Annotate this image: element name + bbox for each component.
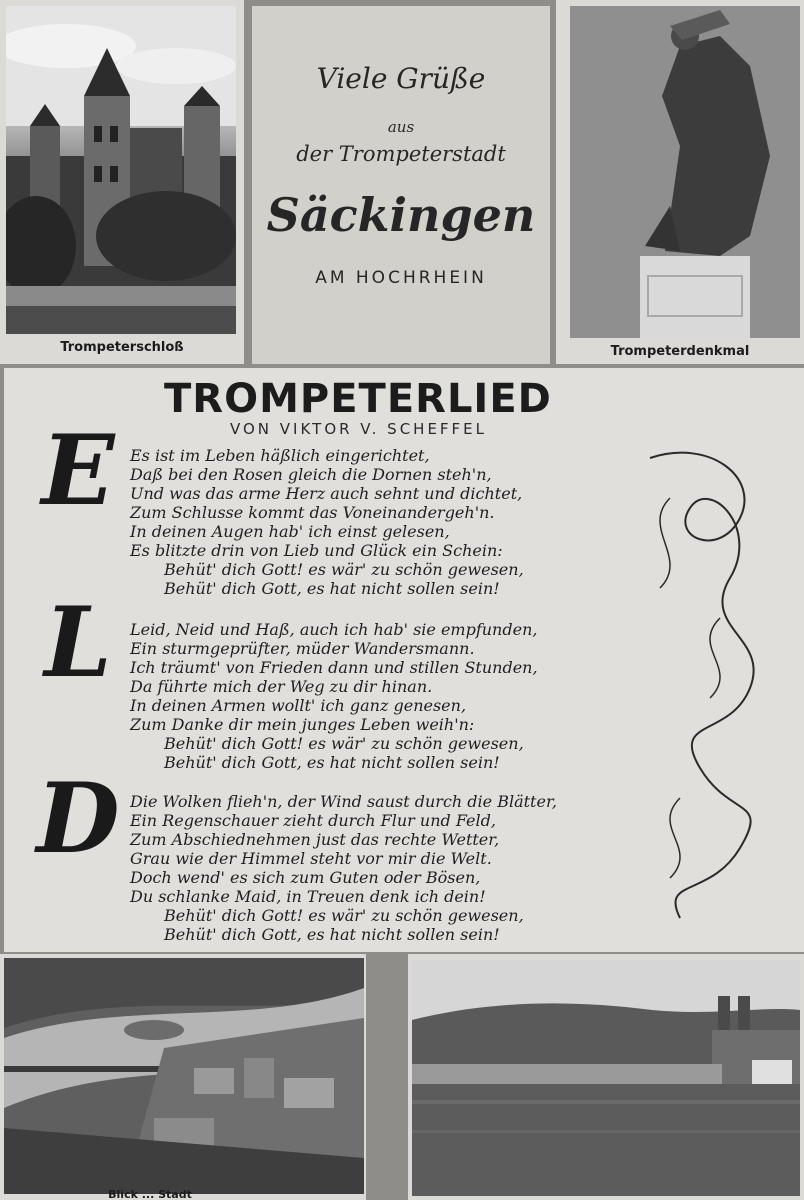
lyric-line: Du schlanke Maid, in Treuen denk ich dein! <box>130 887 486 906</box>
castle-caption: Trompeterschloß <box>60 340 184 355</box>
town-photo <box>4 958 364 1194</box>
lyric-line: Daß bei den Rosen gleich die Dornen steh'n, <box>130 465 492 484</box>
lyric-line: In deinen Armen wollt' ich ganz genesen, <box>130 696 467 715</box>
lyric-refrain: Behüt' dich Gott! es wär' zu schön gewesen, <box>164 906 524 925</box>
town-name: Säckingen <box>266 188 536 242</box>
lyric-refrain: Behüt' dich Gott, es hat nicht sollen sein! <box>164 925 500 944</box>
statue-caption: Trompeterdenkmal <box>610 344 750 359</box>
castle-photo-panel <box>0 0 244 364</box>
lyric-refrain: Behüt' dich Gott, es hat nicht sollen sein! <box>164 753 500 772</box>
castle-photo <box>6 6 236 334</box>
town-photo-panel <box>0 954 366 1200</box>
stanza-1 <box>130 446 750 598</box>
stanza-3 <box>130 792 750 944</box>
title-card <box>252 6 550 364</box>
river-photo-panel <box>408 954 804 1200</box>
song-title: TROMPETERLIED <box>164 376 552 422</box>
stanza-2 <box>130 620 750 772</box>
statue-illustration <box>570 6 800 338</box>
lyric-line: Ein Regenschauer zieht durch Flur und Feld, <box>130 811 496 830</box>
song-author: VON VIKTOR V. SCHEFFEL <box>230 420 488 438</box>
song-panel <box>4 368 804 952</box>
castle-illustration <box>6 6 236 334</box>
lyric-line: Ich träumt' von Frieden dann und stillen Stunden, <box>130 658 538 677</box>
initial-letter-3: D <box>36 762 120 875</box>
town-caption: Blick ... Stadt <box>108 1188 192 1200</box>
lyric-line: Da führte mich der Weg zu dir hinan. <box>130 677 433 696</box>
statue-photo <box>570 6 800 338</box>
lyric-line: Zum Danke dir mein junges Leben weih'n: <box>130 715 475 734</box>
lyric-line: Leid, Neid und Haß, auch ich hab' sie empfunden, <box>130 620 538 639</box>
initial-letter-2: L <box>44 586 112 699</box>
lyric-line: In deinen Augen hab' ich einst gelesen, <box>130 522 450 541</box>
lyric-line: Ein sturmgeprüfter, müder Wandersmann. <box>130 639 475 658</box>
lyric-line: Es blitzte drin von Lieb und Glück ein Schein: <box>130 541 503 560</box>
river-illustration <box>412 960 800 1196</box>
lyric-line: Zum Schlusse kommt das Voneinandergeh'n. <box>130 503 495 522</box>
greeting-town-type: der Trompeterstadt <box>296 142 506 166</box>
lyric-refrain: Behüt' dich Gott! es wär' zu schön gewesen, <box>164 560 524 579</box>
lyric-line: Und was das arme Herz auch sehnt und dichtet, <box>130 484 523 503</box>
lyric-line: Die Wolken flieh'n, der Wind saust durch die Blätter, <box>130 792 557 811</box>
lyric-line: Doch wend' es sich zum Guten oder Bösen, <box>130 868 481 887</box>
lyric-line: Es ist im Leben häßlich eingerichtet, <box>130 446 430 465</box>
lyric-refrain: Behüt' dich Gott, es hat nicht sollen sein! <box>164 579 500 598</box>
river-photo <box>412 960 800 1196</box>
greeting-from: aus <box>387 118 415 136</box>
town-illustration <box>4 958 364 1194</box>
statue-photo-panel <box>556 0 804 364</box>
lyric-line: Zum Abschiednehmen just das rechte Wetter, <box>130 830 500 849</box>
lyric-refrain: Behüt' dich Gott! es wär' zu schön gewesen, <box>164 734 524 753</box>
town-region: AM HOCHRHEIN <box>315 268 487 288</box>
lyric-line: Grau wie der Himmel steht vor mir die Welt. <box>130 849 492 868</box>
greeting-line: Viele Grüße <box>316 62 486 95</box>
initial-letter-1: E <box>41 414 115 527</box>
